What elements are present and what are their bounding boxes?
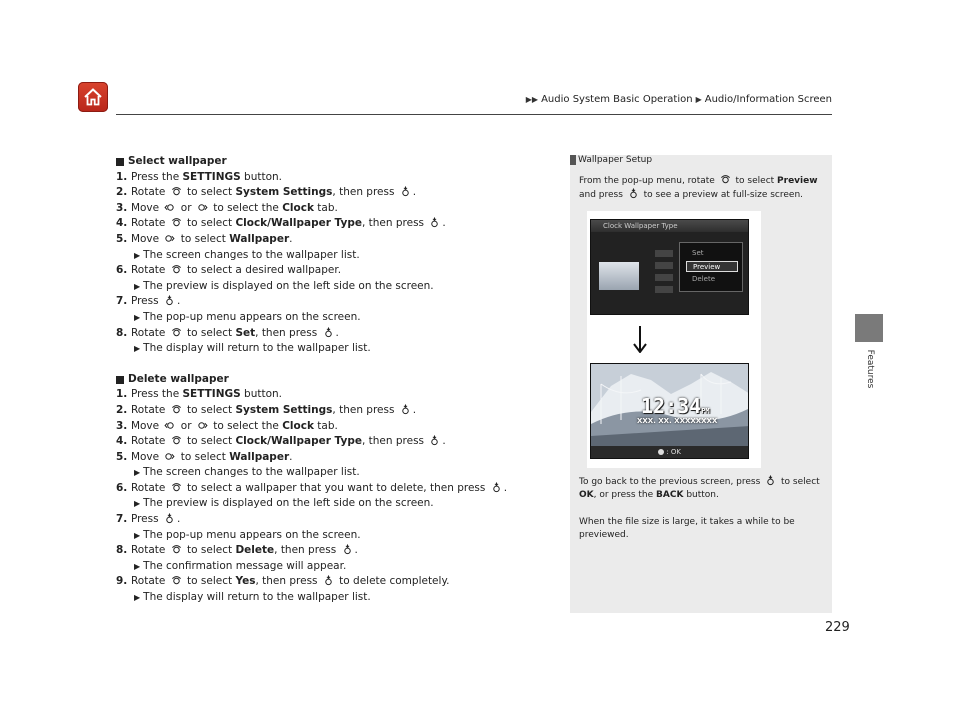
step-result bbox=[116, 559, 566, 575]
text-run: to delete completely. bbox=[335, 575, 450, 588]
ui-term: Set bbox=[235, 326, 256, 339]
note-flag-icon bbox=[570, 155, 576, 165]
note-heading-text: Wallpaper Setup bbox=[578, 155, 653, 165]
ui-term: Yes bbox=[235, 575, 256, 588]
step bbox=[116, 450, 566, 466]
clock-time bbox=[641, 394, 710, 418]
text-run: . bbox=[176, 513, 181, 526]
interface-dial-rotate-icon bbox=[171, 435, 182, 446]
ui-term: Clock bbox=[282, 419, 314, 432]
interface-dial-rotate-icon bbox=[171, 404, 182, 415]
popup-menu bbox=[679, 242, 743, 292]
text-run: to select bbox=[183, 435, 236, 448]
step-number: 7. bbox=[116, 295, 131, 308]
interface-dial-press-icon bbox=[323, 575, 334, 586]
text-run: or bbox=[177, 201, 195, 214]
step-result-text: The screen changes to the wallpaper list. bbox=[143, 466, 360, 479]
screen-footer bbox=[591, 446, 748, 458]
interface-dial-press-icon bbox=[765, 475, 776, 486]
text-run: tab. bbox=[313, 419, 338, 432]
step-result bbox=[116, 279, 566, 295]
ui-term: SETTINGS bbox=[182, 388, 241, 401]
select-wallpaper-section bbox=[116, 154, 566, 357]
step-number: 1. bbox=[116, 170, 131, 183]
text-run: to select the bbox=[209, 201, 283, 214]
result-arrow-icon: ▶ bbox=[134, 530, 141, 540]
text-run: Rotate bbox=[130, 544, 169, 557]
text-run: , then press bbox=[255, 326, 321, 339]
step bbox=[116, 263, 566, 279]
text-run: , then press bbox=[332, 403, 398, 416]
result-arrow-icon: ▶ bbox=[134, 468, 141, 478]
step bbox=[116, 216, 566, 232]
step-number: 8. bbox=[116, 326, 131, 339]
text-run: Press the bbox=[130, 170, 183, 183]
step-result-text: The confirmation message will appear. bbox=[143, 559, 347, 572]
result-arrow-icon: ▶ bbox=[134, 593, 141, 603]
step-result-text: The display will return to the wallpaper list. bbox=[143, 342, 371, 355]
clock-ampm: PM bbox=[701, 407, 710, 415]
text-run: From the pop-up menu, rotate bbox=[579, 176, 718, 186]
step-result bbox=[116, 496, 566, 512]
interface-dial-move-left-icon bbox=[164, 202, 175, 213]
note-line: previewed. bbox=[579, 530, 629, 540]
step-result-text: The screen changes to the wallpaper list. bbox=[143, 248, 360, 261]
text-run: . bbox=[289, 232, 293, 245]
header-divider bbox=[116, 114, 832, 115]
step-number: 5. bbox=[116, 450, 131, 463]
text-run: To go back to the previous screen, press bbox=[579, 477, 764, 487]
interface-dial-press-icon bbox=[628, 188, 639, 199]
interface-dial-press-icon bbox=[400, 186, 411, 197]
text-run: Rotate bbox=[130, 326, 169, 339]
interface-dial-press-icon bbox=[164, 513, 175, 524]
interface-dial-press-icon bbox=[323, 327, 334, 338]
section-bullet-icon bbox=[116, 158, 124, 166]
step-result-text: The pop-up menu appears on the screen. bbox=[143, 310, 361, 323]
note-paragraph bbox=[579, 475, 827, 502]
text-run: . bbox=[335, 326, 339, 339]
ui-term: BACK bbox=[656, 490, 684, 500]
step-number: 2. bbox=[116, 186, 131, 199]
text-run: . bbox=[289, 450, 293, 463]
step-result-text: The display will return to the wallpaper list. bbox=[143, 591, 371, 604]
text-run: to select bbox=[183, 217, 236, 230]
text-run: , or press the bbox=[593, 490, 657, 500]
step bbox=[116, 543, 566, 559]
section-bullet-icon bbox=[116, 376, 124, 384]
ui-term: System Settings bbox=[235, 403, 333, 416]
interface-dial-rotate-icon bbox=[171, 575, 182, 586]
step-result bbox=[116, 310, 566, 326]
result-arrow-icon: ▶ bbox=[134, 561, 141, 571]
ui-term: Preview bbox=[777, 176, 818, 186]
section-title bbox=[116, 372, 566, 388]
step-number: 1. bbox=[116, 388, 131, 401]
text-run: , then press bbox=[332, 186, 398, 199]
text-run: to select a wallpaper that you want to delete, then press bbox=[183, 481, 489, 494]
step bbox=[116, 294, 566, 310]
step-number: 6. bbox=[116, 481, 131, 494]
clock-time-value: 12:34 bbox=[641, 394, 702, 418]
note-paragraph bbox=[579, 174, 827, 202]
step-number: 6. bbox=[116, 264, 131, 277]
note-heading bbox=[570, 155, 652, 165]
step bbox=[116, 387, 566, 403]
step-number: 3. bbox=[116, 419, 131, 432]
ui-term: OK bbox=[579, 490, 594, 500]
text-run: tab. bbox=[313, 201, 338, 214]
section-title bbox=[116, 154, 566, 170]
note-line: When the file size is large, it takes a while to be bbox=[579, 517, 795, 527]
text-run: Rotate bbox=[130, 435, 169, 448]
text-run: button. bbox=[683, 490, 719, 500]
text-run: and press bbox=[579, 190, 626, 200]
text-run: Rotate bbox=[130, 481, 169, 494]
text-run: Press bbox=[130, 295, 162, 308]
press-icon bbox=[658, 449, 664, 455]
breadcrumb-arrow-icon: ▶ bbox=[695, 95, 702, 104]
interface-dial-press-icon bbox=[429, 217, 440, 228]
result-arrow-icon: ▶ bbox=[134, 281, 141, 291]
text-run: Press bbox=[130, 513, 162, 526]
wallpaper-list bbox=[655, 250, 673, 300]
interface-dial-press-icon bbox=[491, 482, 502, 493]
text-run: to select bbox=[183, 403, 236, 416]
breadcrumb-arrow-icon: ▶▶ bbox=[525, 95, 539, 104]
interface-dial-move-left-icon bbox=[164, 420, 175, 431]
step-result bbox=[116, 341, 566, 357]
screen-header: Clock Wallpaper Type bbox=[591, 220, 748, 232]
step bbox=[116, 419, 566, 435]
step-number: 3. bbox=[116, 201, 131, 214]
step bbox=[116, 232, 566, 248]
step bbox=[116, 326, 566, 342]
text-run: to select bbox=[778, 477, 820, 487]
text-run: , then press bbox=[274, 544, 340, 557]
interface-dial-press-icon bbox=[429, 435, 440, 446]
delete-wallpaper-section bbox=[116, 372, 566, 606]
text-run: to select a desired wallpaper. bbox=[183, 264, 342, 277]
wallpaper-type-screen bbox=[590, 219, 749, 315]
interface-dial-move-right-icon bbox=[164, 451, 175, 462]
interface-dial-press-icon bbox=[400, 404, 411, 415]
clock-date: XXX. XX. XXXXXXXX bbox=[637, 417, 718, 425]
main-content bbox=[116, 154, 566, 606]
step bbox=[116, 481, 566, 497]
result-arrow-icon: ▶ bbox=[134, 250, 141, 260]
text-run: or bbox=[177, 419, 195, 432]
text-run: , then press bbox=[361, 435, 428, 448]
note-line bbox=[579, 475, 827, 489]
interface-dial-move-right-icon bbox=[197, 202, 208, 213]
section-tab-label: Features bbox=[865, 349, 875, 389]
section-title-text: Select wallpaper bbox=[128, 155, 227, 167]
interface-dial-move-right-icon bbox=[164, 233, 175, 244]
ui-term: Clock bbox=[282, 201, 314, 214]
text-run: to select bbox=[183, 544, 236, 557]
result-arrow-icon: ▶ bbox=[134, 344, 141, 354]
section-title-text: Delete wallpaper bbox=[128, 372, 229, 385]
text-run: to select the bbox=[209, 419, 283, 432]
interface-dial-press-icon bbox=[342, 544, 353, 555]
text-run: . bbox=[412, 186, 417, 199]
step-number: 7. bbox=[116, 513, 131, 526]
popup-item-set[interactable]: Set bbox=[692, 249, 704, 257]
footer-text: : OK bbox=[666, 448, 681, 456]
interface-dial-rotate-icon bbox=[171, 264, 182, 275]
text-run: . bbox=[442, 435, 446, 448]
text-run: to select bbox=[183, 186, 236, 199]
text-run: . bbox=[412, 403, 417, 416]
note-paragraph bbox=[579, 516, 827, 542]
text-run: Rotate bbox=[130, 217, 169, 230]
step-result bbox=[116, 248, 566, 264]
ui-term: Wallpaper bbox=[229, 450, 290, 463]
step-result-text: The pop-up menu appears on the screen. bbox=[143, 528, 361, 541]
interface-dial-rotate-icon bbox=[171, 544, 182, 555]
down-arrow-icon bbox=[632, 325, 648, 353]
step-result bbox=[116, 590, 566, 606]
text-run: button. bbox=[240, 388, 282, 401]
step bbox=[116, 185, 566, 201]
breadcrumb-item[interactable]: Audio System Basic Operation bbox=[541, 94, 693, 105]
ui-term: Delete bbox=[235, 544, 275, 557]
interface-dial-rotate-icon bbox=[171, 217, 182, 228]
text-run: , then press bbox=[255, 575, 321, 588]
text-run: Move bbox=[130, 450, 163, 463]
text-run: . bbox=[354, 544, 358, 557]
text-run: , then press bbox=[361, 217, 428, 230]
text-run: to select bbox=[732, 176, 778, 186]
popup-item-preview[interactable]: Preview bbox=[686, 261, 738, 272]
home-button[interactable] bbox=[78, 82, 108, 112]
step bbox=[116, 403, 566, 419]
step-result bbox=[116, 465, 566, 481]
text-run: button. bbox=[240, 170, 282, 183]
note-line bbox=[579, 489, 827, 502]
breadcrumb bbox=[526, 94, 832, 105]
step bbox=[116, 201, 566, 217]
text-run: Rotate bbox=[130, 264, 169, 277]
wallpaper-preview-screen bbox=[590, 363, 749, 459]
text-run: Press the bbox=[130, 388, 183, 401]
step-result-text: The preview is displayed on the left side on the screen. bbox=[143, 497, 434, 510]
step-number: 9. bbox=[116, 575, 131, 588]
step-result bbox=[116, 528, 566, 544]
interface-dial-rotate-icon bbox=[171, 482, 182, 493]
step bbox=[116, 512, 566, 528]
text-run: to select bbox=[183, 575, 236, 588]
ui-term: Wallpaper bbox=[229, 232, 290, 245]
result-arrow-icon: ▶ bbox=[134, 312, 141, 322]
text-run: Rotate bbox=[130, 575, 169, 588]
text-run: . bbox=[442, 217, 446, 230]
text-run: to select bbox=[177, 232, 230, 245]
note-line bbox=[579, 188, 827, 202]
step-number: 2. bbox=[116, 403, 131, 416]
interface-dial-rotate-icon bbox=[720, 174, 731, 185]
text-run: to see a preview at full-size screen. bbox=[640, 190, 804, 200]
step-number: 4. bbox=[116, 435, 131, 448]
interface-dial-rotate-icon bbox=[171, 327, 182, 338]
wallpaper-thumbnail bbox=[599, 262, 639, 290]
interface-dial-move-right-icon bbox=[197, 420, 208, 431]
page-number: 229 bbox=[825, 620, 850, 635]
step-number: 5. bbox=[116, 232, 131, 245]
ui-term: Clock/Wallpaper Type bbox=[235, 217, 362, 230]
ui-term: SETTINGS bbox=[182, 170, 241, 183]
step-number: 4. bbox=[116, 217, 131, 230]
ui-term: Clock/Wallpaper Type bbox=[235, 435, 362, 448]
text-run: to select bbox=[177, 450, 230, 463]
ui-term: System Settings bbox=[235, 186, 333, 199]
text-run: Rotate bbox=[130, 403, 169, 416]
step-result-text: The preview is displayed on the left side on the screen. bbox=[143, 279, 434, 292]
step bbox=[116, 434, 566, 450]
text-run: Move bbox=[130, 201, 163, 214]
text-run: Rotate bbox=[130, 186, 169, 199]
text-run: Move bbox=[130, 419, 163, 432]
step-number: 8. bbox=[116, 544, 131, 557]
text-run: to select bbox=[183, 326, 236, 339]
text-run: . bbox=[176, 295, 181, 308]
result-arrow-icon: ▶ bbox=[134, 499, 141, 509]
section-tab[interactable] bbox=[855, 314, 883, 342]
interface-dial-press-icon bbox=[164, 295, 175, 306]
text-run: . bbox=[503, 481, 508, 494]
interface-dial-rotate-icon bbox=[171, 186, 182, 197]
breadcrumb-item[interactable]: Audio/Information Screen bbox=[704, 94, 832, 105]
step bbox=[116, 574, 566, 590]
text-run: Move bbox=[130, 232, 163, 245]
note-line bbox=[579, 174, 827, 188]
popup-item-delete[interactable]: Delete bbox=[692, 275, 715, 283]
step bbox=[116, 170, 566, 186]
home-icon bbox=[83, 87, 103, 107]
